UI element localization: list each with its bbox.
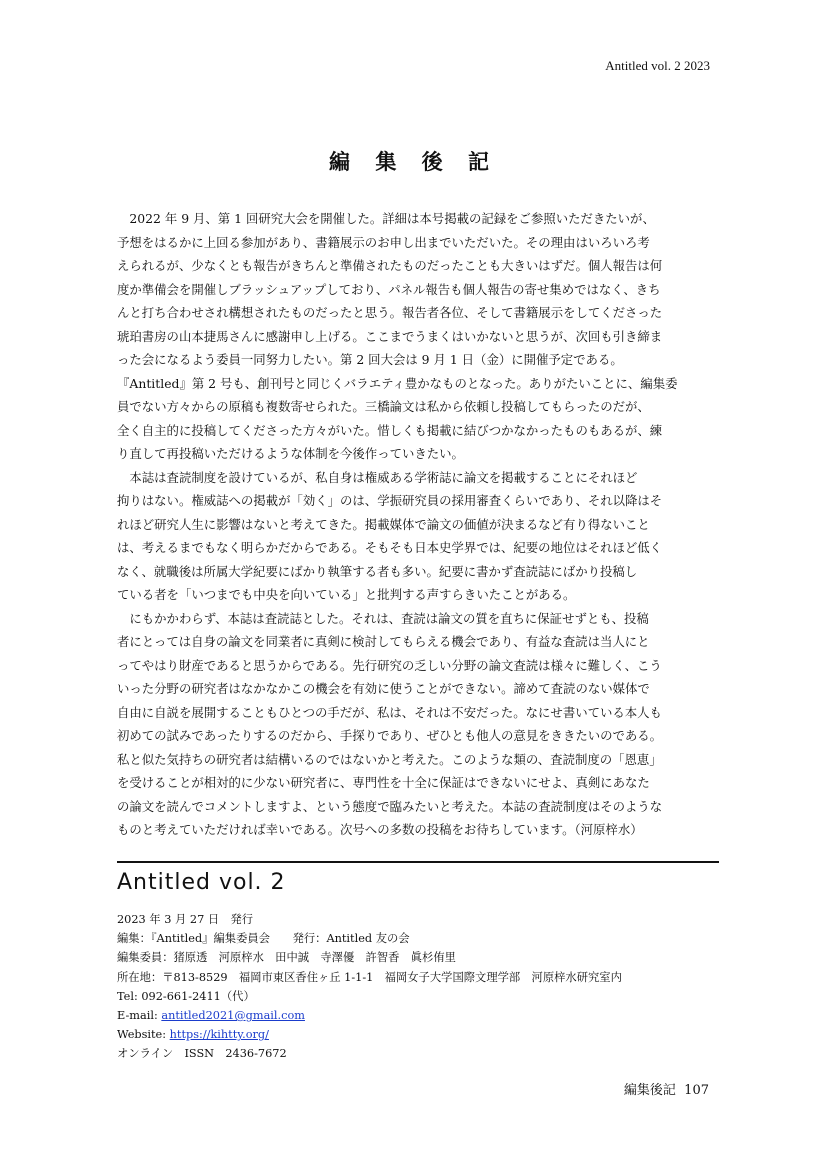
colophon: [117, 910, 717, 1064]
body-line: 琥珀書房の山本捷馬さんに感謝申し上げる。ここまでうまくはいかないと思うが、次回も引き締ま: [117, 328, 663, 344]
body-line: 全く自主的に投稿してくださった方々がいた。惜しくも掲載に結びつかなかったものもあるが、練: [117, 422, 663, 438]
body-line: 予想をはるかに上回る参加があり、書籍展示のお申し出までいただいた。その理由はいろいろ考: [117, 234, 650, 250]
email-link[interactable]: antitled2021@gmail.com: [161, 1009, 305, 1023]
footer-section: 編集後記: [623, 1083, 676, 1098]
body-line: を受けることが相対的に少ない研究者に、専門性を十全に保証はできないにせよ、真剣にあなた: [117, 775, 650, 790]
website-label: Website:: [117, 1028, 170, 1042]
section-divider: [117, 861, 719, 863]
colophon-title: Antitled vol. 2: [117, 870, 286, 895]
body-line: った会になるよう委員一同努力したい。第 2 回大会は 9 月 1 日（金）に開催予定である。: [117, 352, 623, 367]
body-line: れほど研究人生に影響はないと考えてきた。掲載媒体で論文の価値が決まるなど有り得ないこと: [117, 516, 650, 532]
body-line: 『Antitled』第 2 号も、創刊号と同じくバラエティ豊かなものとなった。ありがたいことに、編集委: [117, 375, 678, 391]
colophon-address: 所在地：〒813-8529 福岡市東区香住ヶ丘 1-1-1 福岡女子大学国際文理学部 河原梓水研究室内: [117, 970, 622, 984]
body-line: 私と似た気持ちの研究者は結構いるのではないかと考えた。このような類の、査読制度の「恩恵」: [117, 751, 662, 767]
colophon-published: 2023 年 3 月 27 日 発行: [117, 913, 254, 926]
body-line: にもかかわらず、本誌は査読誌とした。それは、査読は論文の質を直ちに保証せずとも、投稿: [117, 610, 649, 626]
body-line: 自由に自説を展開することもひとつの手だが、私は、それは不安だった。なにせ書いている本人も: [117, 704, 662, 720]
journal-issue-header: Antitled vol. 2 2023: [605, 58, 710, 73]
body-line: の論文を読んでコメントしますよ、という態度で臨みたいと考えた。本誌の査読制度はそのような: [117, 798, 663, 814]
page-title: 編 集 後 記: [329, 150, 498, 174]
website-link[interactable]: https://kihtty.org/: [169, 1028, 269, 1042]
body-line: 初めての試みであったりするのだから、手探りであり、ぜひとも他人の意見をききたいのである。: [117, 728, 663, 743]
body-line: 2022 年 9 月、第 1 回研究大会を開催した。詳細は本号掲載の記録をご参照いただきたいが、: [117, 211, 655, 226]
colophon-email-row: [117, 1006, 717, 1025]
colophon-issn: オンライン ISSN 2436-7672: [117, 1047, 287, 1061]
body-line: ものと考えていただければ幸いである。次号への多数の投稿をお待ちしています。（河原梓水）: [117, 822, 643, 837]
body-line: ってやはり財産であると思うからである。先行研究の乏しい分野の論文査読は様々に難しく、こう: [117, 657, 662, 673]
body-line: り直して再投稿いただけるような体制を今後作っていきたい。: [117, 446, 464, 461]
page-footer: [624, 1079, 709, 1098]
body-line: なく、就職後は所属大学紀要にばかり執筆する者も多い。紀要に書かず査読誌にばかり投稿し: [117, 563, 638, 579]
editorial-body: [117, 207, 715, 842]
body-line: 度か準備会を開催しブラッシュアップしており、パネル報告も個人報告の寄せ集めではなく、きち: [117, 281, 661, 297]
body-line: 員でない方々からの原稿も複数寄せられた。三橋論文は私から依頼し投稿してもらったのだが、: [117, 399, 650, 414]
page-number: 107: [684, 1083, 709, 1098]
colophon-website-row: [117, 1025, 717, 1044]
body-line: ている者を「いつまでも中央を向いている」と批判する声すらきいたことがある。: [117, 587, 576, 602]
body-line: 拘りはない。権威誌への掲載が「効く」のは、学振研究員の採用審査くらいであり、それ以降はそ: [117, 493, 663, 508]
body-line: 本誌は査読制度を設けているが、私自身は権威ある学術誌に論文を掲載することにそれほど: [117, 469, 638, 485]
body-line: は、考えるまでもなく明らかだからである。そもそも日本史学界では、紀要の地位はそれほど低く: [117, 540, 663, 555]
colophon-tel: Tel: 092-661-2411（代）: [117, 989, 255, 1003]
email-label: E-mail:: [117, 1009, 162, 1023]
body-line: いった分野の研究者はなかなかこの機会を有効に使うことができない。諦めて査読のない媒体で: [117, 681, 650, 696]
body-line: えられるが、少なくとも報告がきちんと準備されたものだったことも大きいはずだ。個人報告は何: [117, 258, 663, 273]
body-line: んと打ち合わせされ構想されたものだったと思う。報告者各位、そして書籍展示をしてくださった: [117, 305, 663, 320]
colophon-committee: 編集委員：猪原透 河原梓水 田中誠 寺澤優 許智香 眞杉侑里: [117, 951, 456, 965]
colophon-editor-publisher: 編集：『Antitled』編集委員会 発行：Antitled 友の会: [117, 932, 410, 946]
body-line: 者にとっては自身の論文を同業者に真剣に検討してもらえる機会であり、有益な査読は当人にと: [117, 634, 650, 649]
